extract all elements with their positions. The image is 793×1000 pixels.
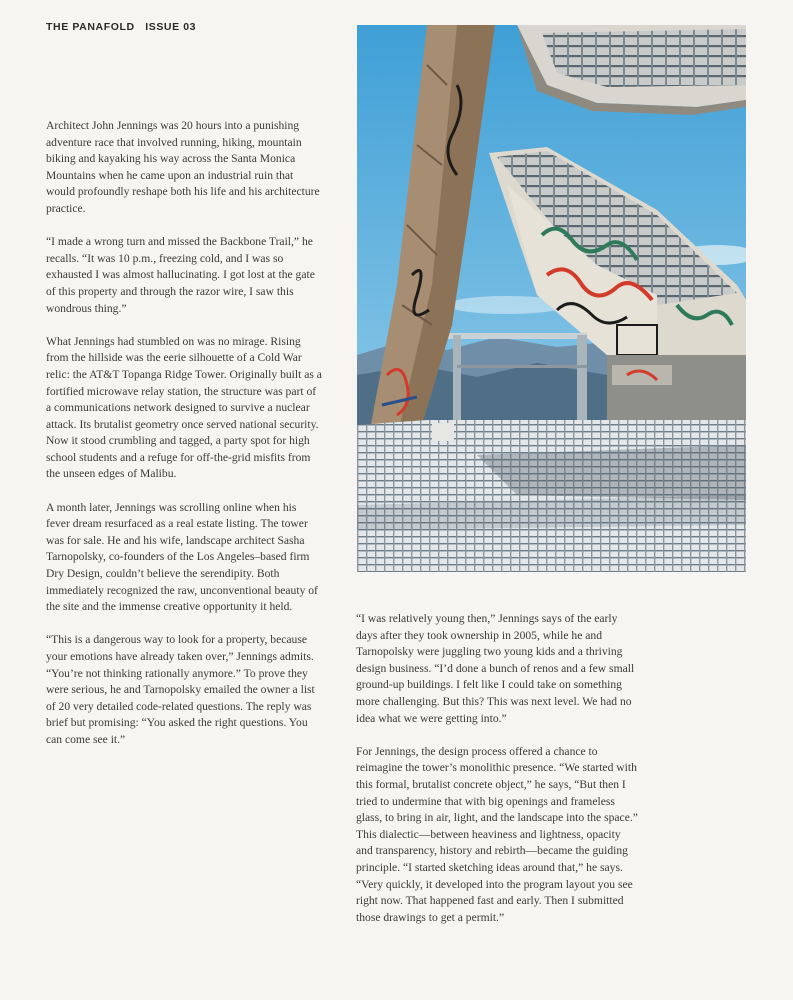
article-paragraph: For Jennings, the design process offered a chance to reimagine the tower’s monolithic presence. “We started with this formal, brutalist concrete object,” he says, “But then I tried to undermine that with big openings and frameless glass, to bring in air, light, and the landscape into the space.” This dialectic—between heaviness and lightness, opacity and transparency, history and rebirth—became the guiding principle. “I started sketching ideas around that,” he says. “Very quickly, it developed into the program layout you see right now. That happened fast and early. Then I submitted those drawings to get a permit.” — [356, 744, 638, 924]
issue-number: ISSUE 03 — [145, 21, 197, 33]
article-paragraph: What Jennings had stumbled on was no mirage. Rising from the hillside was the eerie silhouette of a Cold War relic: the AT&T Topanga Ridge Tower. Originally built as a fortified microwave relay station, the structure was part of a communications network designed to survive a nuclear attack. Its brutalist geometry once served national security. Now it stood crumbling and tagged, a party spot for high school students and a refuge for off-the-grid misfits from the unseen edges of Malibu. — [46, 334, 322, 481]
tower-photo — [357, 25, 746, 572]
article-right-column — [356, 611, 638, 943]
article-paragraph: A month later, Jennings was scrolling online when his fever dream resurfaced as a real estate listing. The tower was for sale. He and his wife, landscape architect Sasha Tarnopolsky, co-founders of the Los Angeles–based firm Dry Design, couldn’t believe the serendipity. Both immediately recognized the raw, unconventional beauty of the site and the immense creative opportunity it held. — [46, 500, 318, 614]
article-paragraph: Architect John Jennings was 20 hours into a punishing adventure race that involved running, hiking, mountain biking and kayaking his way across the Santa Monica Mountains when he came upon an industrial ruin that would profoundly reshape both his life and his architecture practice. — [46, 119, 320, 215]
article-left-column — [46, 118, 322, 765]
article-paragraph: “I was relatively young then,” Jennings says of the early days after they took ownership in 2005, while he and Tarnopolsky were juggling two young kids and a thriving design business. “I’d done a bunch of renos and a few small ground-up buildings. I felt like I could take on something more challenging. But this? This was next level. We had no idea what we were getting into.” — [356, 612, 635, 725]
article-paragraph: “This is a dangerous way to look for a property, because your emotions have already taken over,” Jennings admits. “You’re not thinking rationally anymore.” To prove they were serious, he and Tarnopolsky emailed the owner a list of 20 very detailed code-related questions. The reply was brief but promising: “You asked the right questions. You can come see it.” — [46, 633, 315, 746]
masthead — [46, 21, 203, 33]
article-paragraph: “I made a wrong turn and missed the Backbone Trail,” he recalls. “It was 10 p.m., freezing cold, and I was so exhausted I was almost hallucinating. I got lost at the gate of this property and through the razor wire, I saw this wondrous thing.” — [46, 235, 315, 315]
tower-photo-illustration — [357, 25, 746, 572]
magazine-name: THE PANAFOLD — [46, 21, 135, 33]
